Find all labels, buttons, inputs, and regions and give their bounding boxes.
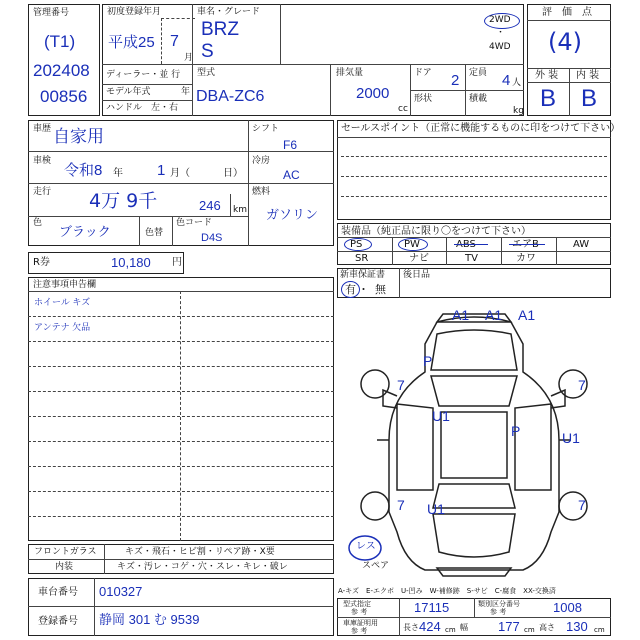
mileage-sub: 246 [199, 198, 221, 213]
displacement-unit: cc [398, 104, 408, 114]
note-line-2: アンテナ 欠品 [34, 322, 91, 332]
car-name-label: 車名・グレード [197, 7, 261, 17]
load-label: 積載 [469, 94, 488, 104]
recycle-label: R券 [33, 257, 50, 268]
interior-label: 内 装 [576, 70, 600, 81]
ac-value: AC [283, 168, 300, 182]
use-label: 車歴 [33, 124, 52, 134]
interior-cond-label: 内装 [55, 562, 74, 572]
equip-pw-circle [398, 238, 428, 251]
damage-mark-p-roof: P [511, 423, 521, 439]
equip-airbag: エアB [512, 239, 539, 250]
damage-mark-p-front: P [423, 353, 433, 369]
management-number-line1: (T1) [44, 32, 76, 51]
postfit-label: 後日品 [403, 270, 431, 280]
equip-ps: PS [350, 239, 363, 250]
interior-score: B [581, 85, 598, 112]
front-glass-desc: キズ・飛石・ヒビ割・リペア跡・X要 [125, 547, 275, 557]
month-unit: 月 [184, 53, 194, 63]
damage-mark-u1-left: U1 [432, 408, 450, 424]
car-body-outline [389, 317, 559, 570]
shift-label: シフト [252, 124, 280, 134]
chassis-value: 010327 [99, 584, 143, 599]
height-value: 130 [566, 619, 588, 634]
exterior-score: B [540, 85, 557, 112]
spare-mark: レス [356, 541, 376, 552]
displacement-value: 2000 [356, 85, 390, 102]
equip-abs: ABS [456, 239, 476, 250]
damage-mark-7-fr: 7 [578, 377, 586, 393]
class-value: 1008 [553, 600, 582, 615]
same-color-label: 色替 [145, 228, 164, 238]
cert-label: 車庫証明用 [343, 619, 378, 627]
equip-leather: カワ [516, 253, 536, 264]
height-label: 高さ [539, 623, 555, 632]
length-unit: cm [445, 626, 456, 634]
front-glass-label: フロントガラス [34, 547, 97, 557]
damage-mark-a1-2: A1 [485, 307, 503, 323]
width-value: 177 [498, 619, 520, 634]
recycle-box [28, 252, 184, 274]
length-value: 424 [419, 619, 441, 634]
equip-tv: TV [465, 253, 478, 264]
plate-value: 静岡 301 む 9539 [99, 612, 200, 627]
equip-sr: SR [355, 253, 369, 264]
mileage-label: 走行 [33, 187, 52, 197]
management-number-label: 管理番号 [33, 8, 70, 18]
length-label: 長さ [403, 623, 419, 632]
capacity-unit: 人 [512, 78, 522, 88]
inspection-month: 1 [157, 162, 166, 179]
note-line-1: ホイール キズ [34, 297, 91, 307]
equip-abs-strike [454, 244, 488, 245]
damage-mark-7-rl: 7 [397, 497, 405, 513]
inspection-year-unit: 年 [113, 168, 123, 179]
type-value: DBA-ZC6 [196, 88, 265, 105]
car-grade: S [201, 41, 214, 62]
notes-label: 注意事項申告欄 [33, 280, 97, 290]
height-unit: cm [594, 626, 605, 634]
plate-label: 登録番号 [38, 616, 78, 627]
width-label: 幅 [460, 623, 468, 632]
management-number-line3: 00856 [40, 87, 88, 106]
inspection-day-unit: 日） [223, 168, 243, 179]
type-spec-label: 型式指定 [343, 600, 371, 608]
class-ref: 参 考 [490, 608, 507, 616]
sales-point-box [337, 120, 611, 220]
equip-aw: AW [573, 239, 590, 250]
use-value: 自家用 [53, 127, 104, 146]
color-label: 色 [33, 218, 43, 228]
damage-mark-u1-right: U1 [562, 430, 580, 446]
equip-pw: PW [404, 239, 420, 250]
damage-mark-a1-1: A1 [452, 307, 470, 323]
car-name: BRZ [201, 19, 239, 40]
model-year-unit: 年 [181, 87, 191, 97]
inspection-era: 令和8 [64, 162, 103, 179]
fuel-value: ガソリン [266, 207, 319, 222]
score-value: (4) [548, 28, 582, 56]
dealer-label: ディーラー・並 行 [106, 70, 181, 80]
warranty-none: 無 [375, 283, 386, 296]
drive-separator: ・ [496, 28, 506, 38]
capacity-label: 定員 [469, 68, 488, 78]
ac-label: 冷房 [252, 156, 271, 166]
handle-label: ハンドル 左・右 [106, 103, 179, 113]
mileage-value: 4万 9千 [89, 190, 158, 212]
cert-ref: 参 考 [351, 627, 368, 635]
damage-mark-a1-3: A1 [518, 307, 536, 323]
first-registration-label: 初度登録年月 [107, 7, 162, 17]
shape-label: 形状 [414, 94, 433, 104]
warranty-have: 有 [345, 283, 356, 296]
type-spec-ref: 参 考 [351, 608, 368, 616]
displacement-label: 排気量 [336, 68, 364, 78]
width-unit: cm [524, 626, 535, 634]
model-year-label: モデル年式 [106, 87, 151, 97]
spare-label: スペア [362, 561, 390, 571]
recycle-value: 10,180 [111, 255, 151, 270]
management-number-line2: 202408 [33, 61, 90, 80]
first-registration-month: 7 [170, 33, 179, 50]
color-code-value: D4S [201, 232, 223, 244]
drive-2wd: 2WD [489, 15, 511, 25]
load-unit: kg [513, 106, 524, 116]
equip-navi: ナビ [409, 253, 429, 264]
damage-mark-7-fl: 7 [397, 377, 405, 393]
mileage-unit: km [233, 205, 247, 215]
damage-legend: A-キズ E-エクボ U-凹み W-補修跡 S-サビ C-腐食 XX-交換済 [338, 587, 556, 595]
drive-4wd: 4WD [489, 42, 511, 52]
warranty-label: 新車保証書 [340, 270, 386, 280]
equip-ps-circle [344, 238, 372, 251]
door-label: ドア [414, 68, 432, 78]
class-label: 類別区分番号 [478, 600, 520, 608]
warranty-circle [341, 281, 360, 298]
equipment-label: 装備品（純正品に限り〇をつけて下さい） [341, 226, 531, 237]
color-code-label: 色コード [176, 218, 213, 228]
inspection-label: 車検 [33, 156, 52, 166]
color-value: ブラック [59, 224, 111, 239]
fuel-label: 燃料 [252, 187, 271, 197]
warranty-sep: ・ [358, 283, 369, 296]
type-label: 型式 [197, 68, 216, 78]
equip-airbag-strike [509, 244, 545, 245]
chassis-label: 車台番号 [38, 587, 78, 598]
first-registration-era: 平成25 [108, 34, 155, 51]
capacity-value: 4 [502, 72, 511, 89]
damage-mark-u1-rear: U1 [427, 501, 445, 517]
damage-mark-7-rr: 7 [578, 497, 586, 513]
inspection-month-unit: 月（ [170, 168, 190, 179]
sales-point-label: セールスポイント（正常に機能するものに印をつけて下さい） [341, 123, 621, 134]
type-spec-value: 17115 [414, 600, 450, 615]
score-label: 評 価 点 [542, 7, 592, 18]
shift-value: F6 [283, 138, 298, 152]
recycle-unit: 円 [172, 257, 182, 268]
exterior-label: 外 装 [535, 70, 559, 81]
interior-cond-desc: キズ・汚レ・コゲ・穴・スレ・キレ・破レ [117, 562, 288, 572]
door-value: 2 [451, 72, 460, 89]
